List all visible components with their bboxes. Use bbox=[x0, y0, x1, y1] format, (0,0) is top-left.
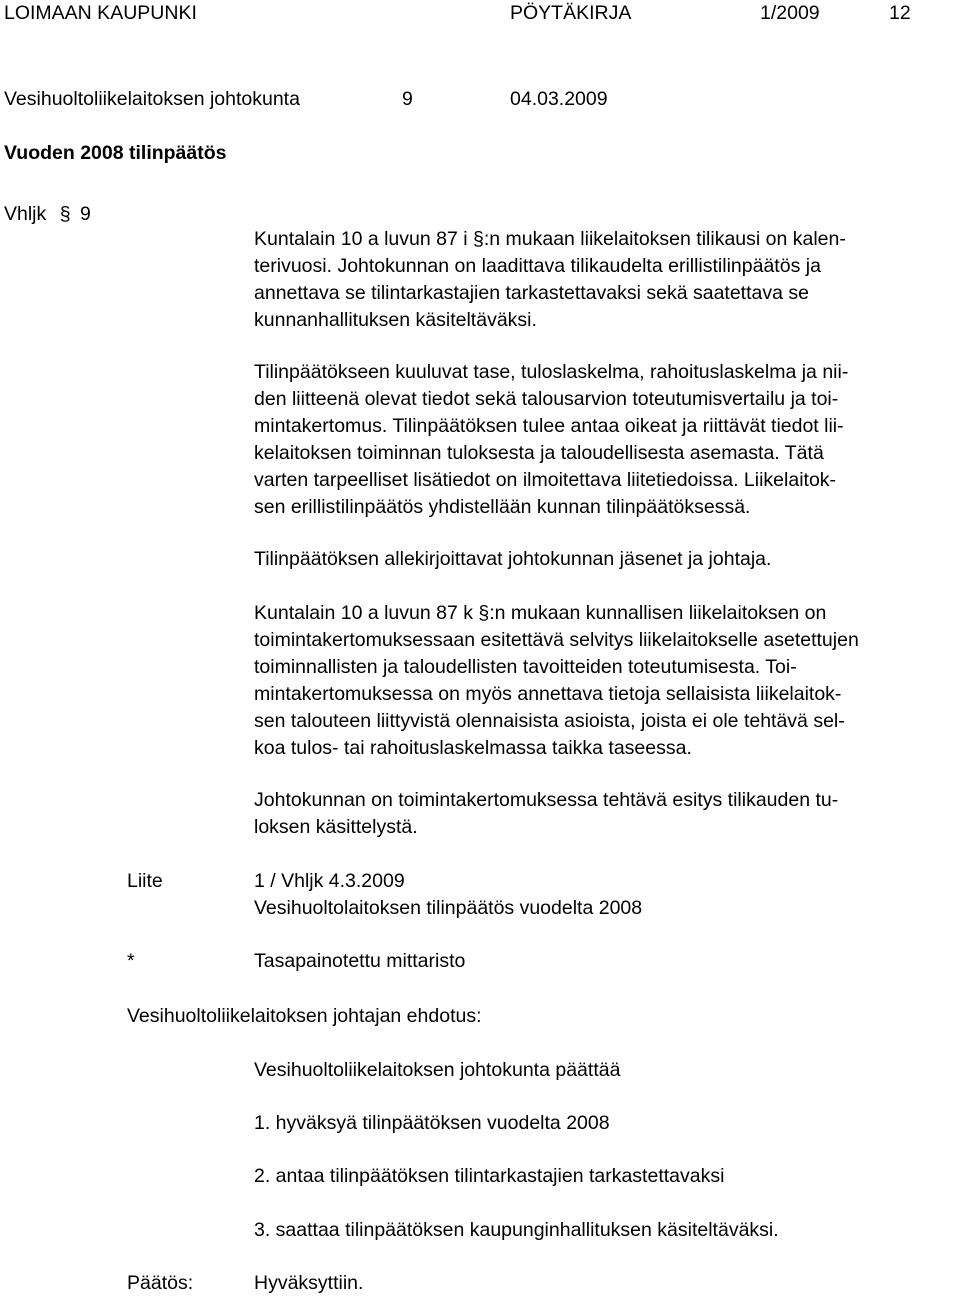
paragraph-2 bbox=[254, 359, 954, 521]
paragraph-line: Tilinpäätökseen kuuluvat tase, tuloslaskelma, rahoituslaskelma ja nii- bbox=[254, 361, 849, 383]
proposal-item-3: 3. saattaa tilinpäätöksen kaupunginhallituksen käsiteltäväksi. bbox=[254, 1219, 779, 1241]
paragraph-line: koa tulos- tai rahoituslaskelmassa taikka taseessa. bbox=[254, 737, 692, 759]
paragraph-line: Kuntalain 10 a luvun 87 i §:n mukaan liikelaitoksen tilikausi on kalen- bbox=[254, 228, 846, 250]
paragraph-5 bbox=[254, 787, 954, 841]
attachment-name: Vesihuoltolaitoksen tilinpäätös vuodelta 2008 bbox=[254, 897, 643, 919]
paragraph-1 bbox=[254, 226, 954, 334]
paragraph-line: Johtokunnan on toimintakertomuksessa tehtävä esitys tilikauden tu- bbox=[254, 789, 839, 811]
paragraph-line: sen talouteen liittyvistä olennaisista asioista, joista ei ole tehtävä sel- bbox=[254, 710, 845, 732]
meeting-body: Vesihuoltoliikelaitoksen johtokunta bbox=[4, 88, 300, 110]
proposal-heading: Vesihuoltoliikelaitoksen johtajan ehdotus: bbox=[127, 1005, 482, 1027]
paragraph-line: terivuosi. Johtokunnan on laadittava tilikaudelta erillistilinpäätös ja bbox=[254, 255, 821, 277]
attachment-label: Liite bbox=[127, 870, 163, 892]
paragraph-4 bbox=[254, 600, 954, 762]
paragraph-line: den liitteenä olevat tiedot sekä talousarvion toteutumisvertailu ja toi- bbox=[254, 388, 839, 410]
section-ref-number: 9 bbox=[79, 203, 91, 225]
star-item-text: Tasapainotettu mittaristo bbox=[254, 950, 466, 972]
paragraph-line: Kuntalain 10 a luvun 87 k §:n mukaan kunnallisen liikelaitoksen on bbox=[254, 602, 827, 624]
decision-label: Päätös: bbox=[127, 1272, 194, 1294]
header-doc-type: PÖYTÄKIRJA bbox=[510, 2, 632, 24]
paragraph-line: sen erillistilinpäätös yhdistellään kunnan tilinpäätöksessä. bbox=[254, 496, 751, 518]
paragraph-3 bbox=[254, 546, 954, 573]
paragraph-line: kunnanhallituksen käsiteltäväksi. bbox=[254, 309, 537, 331]
paragraph-line: Tilinpäätöksen allekirjoittavat johtokunnan jäsenet ja johtaja. bbox=[254, 548, 772, 570]
paragraph-line: varten tarpeelliset lisätiedot on ilmoitettava liitetiedoissa. Liikelaitok- bbox=[254, 469, 837, 491]
attachment-ref: 1 / Vhljk 4.3.2009 bbox=[254, 870, 405, 892]
paragraph-line: mintakertomus. Tilinpäätöksen tulee antaa oikeat ja riittävät tiedot lii- bbox=[254, 415, 844, 437]
star-marker: * bbox=[127, 950, 135, 972]
header-issue: 1/2009 bbox=[760, 2, 820, 24]
paragraph-line: annettava se tilintarkastajien tarkastettavaksi sekä saatettava se bbox=[254, 282, 809, 304]
section-symbol: § bbox=[59, 203, 71, 225]
paragraph-line: kelaitoksen toiminnan tuloksesta ja taloudellisesta asemasta. Tätä bbox=[254, 442, 824, 464]
paragraph-line: toimintakertomuksessaan esitettävä selvitys liikelaitokselle asetettujen bbox=[254, 629, 859, 651]
header-page-number: 12 bbox=[889, 2, 911, 24]
paragraph-line: toiminnallisten ja taloudellisten tavoitteiden toteutumisesta. Toi- bbox=[254, 656, 797, 678]
paragraph-line: mintakertomuksessa on myös annettava tietoja sellaisista liikelaitok- bbox=[254, 683, 842, 705]
proposal-item-1: 1. hyväksyä tilinpäätöksen vuodelta 2008 bbox=[254, 1112, 610, 1134]
decision-text: Hyväksyttiin. bbox=[254, 1272, 364, 1294]
section-ref-label: Vhljk bbox=[4, 203, 47, 225]
page-title: Vuoden 2008 tilinpäätös bbox=[4, 142, 227, 164]
proposal-item-2: 2. antaa tilinpäätöksen tilintarkastajien tarkastettavaksi bbox=[254, 1165, 725, 1187]
section-ref bbox=[4, 201, 91, 228]
proposal-intro: Vesihuoltoliikelaitoksen johtokunta päättää bbox=[254, 1059, 621, 1081]
meeting-date: 04.03.2009 bbox=[510, 88, 608, 110]
header-org: LOIMAAN KAUPUNKI bbox=[4, 2, 197, 24]
paragraph-line: loksen käsittelystä. bbox=[254, 816, 418, 838]
meeting-section-number: 9 bbox=[402, 88, 413, 110]
